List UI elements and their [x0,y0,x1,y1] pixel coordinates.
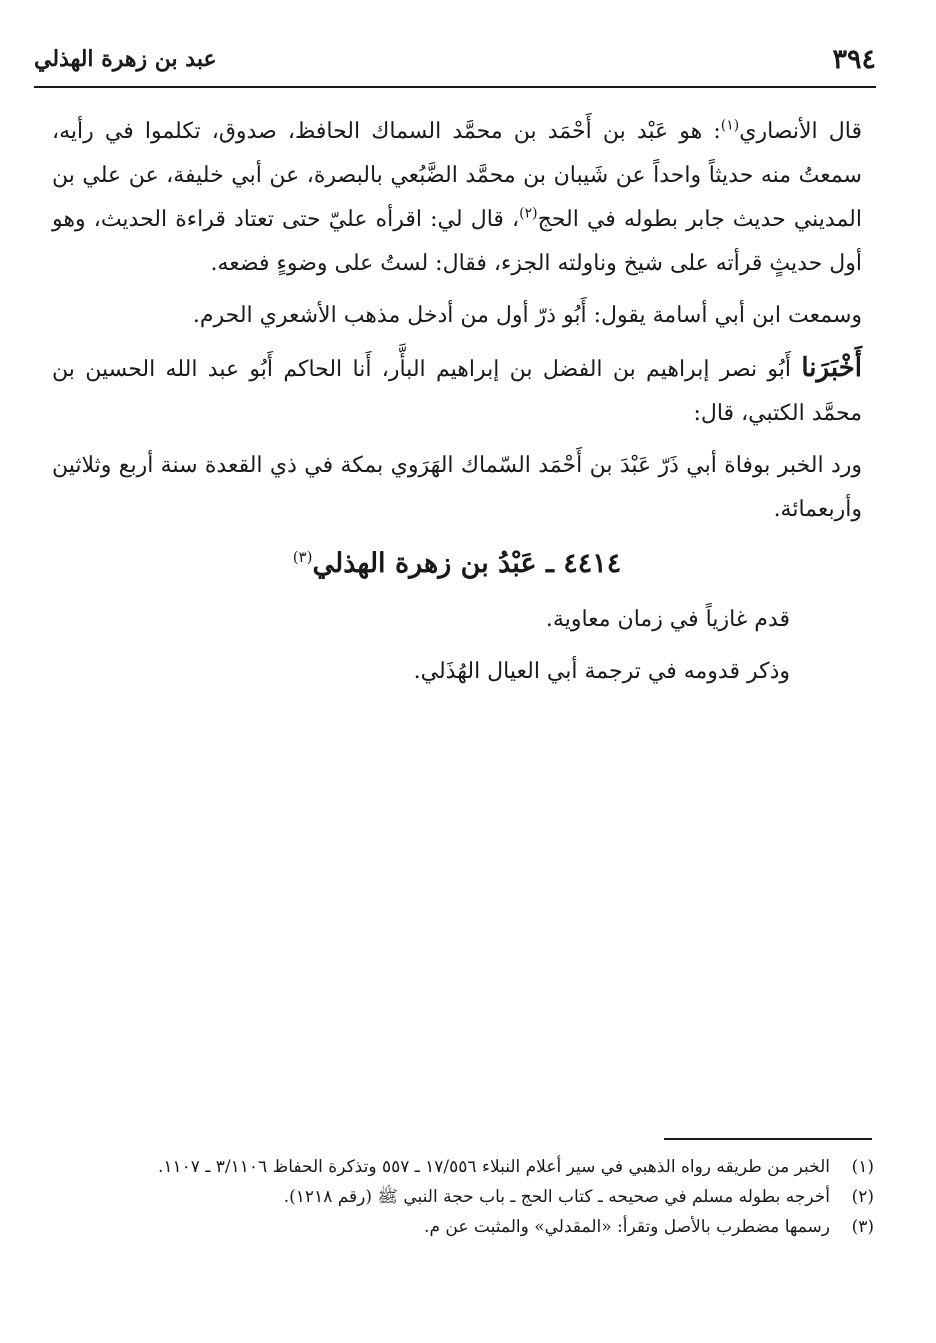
entry-line: قدم غازياً في زمان معاوية. [545,607,790,632]
paragraph-text: قال الأنصاري [739,119,862,144]
footnote-number: (١) [851,1157,874,1177]
footnote [130,1212,874,1242]
main-text [52,110,862,702]
footnote-text: الخبر من طريقه رواه الذهبي في سير أعلام النبلاء ١٧/٥٥٦ ـ ٥٥٧ وتذكرة الحفاظ ٣/١١٠٦ ـ ١١٠٧. [157,1157,830,1177]
paragraph-text: ، قال لي: اقرأه عليّ حتى تعتاد قراءة الحديث، وهو أول حديثٍ قرأته على شيخ وناولته الجزء، فقال: لستُ على وضوءٍ فضعه. [52,207,862,276]
entry-heading [52,540,862,588]
paragraph-text: : هو عَبْد بن أَحْمَد بن محمَّد السماك الحافظ، صدوق، تكلموا في رأيه، سمعتُ منه حديثاً واحداً عن شَيبان بن محمَّد الضَّبُعي بالبصرة، عن أبي خليفة، عن علي بن المديني حديث جابر بطوله في الحج [52,119,862,232]
footnote-ref: (٢) [519,205,538,222]
paragraph-death-report: ورد الخبر بوفاة أبي ذَرّ عَبْدَ بن أَحْمَد السّماك الهَرَوي بمكة في ذي القعدة سنة أربع وثلاثين وأربعمائة. [52,453,862,522]
entry-heading-text: ٤٤١٤ ـ عَبْدُ بن زهرة الهذلي [312,548,622,579]
header-rule [34,86,876,88]
page-number: ٣٩٤ [832,44,876,75]
paragraph-text: أَبُو نصر إبراهيم بن الفضل بن إبراهيم البأَّر، أَنا الحاكم أَبُو عبد الله الحسين بن محمَّد الكتبي، قال: [52,357,862,426]
footnote-text: رسمها مضطرب بالأصل وتقرأ: «المقدلي» والمثبت عن م. [424,1217,830,1237]
page-header [34,44,876,84]
paragraph-isnad [52,346,862,436]
footnotes [130,1152,874,1242]
footnote-rule [664,1138,872,1140]
footnote-number: (٣) [851,1217,874,1237]
running-title: عبد بن زهرة الهذلي [34,46,217,72]
footnote-number: (٢) [851,1187,874,1207]
akhbarana-lead: أَخْبَرَنا [801,353,862,383]
footnote [130,1152,874,1182]
footnote [130,1182,874,1212]
footnote-ref: (١) [720,117,740,134]
paragraph-ansari [52,110,862,286]
paragraph-ibn-abi-usama: وسمعت ابن أبي أسامة يقول: أَبُو ذرّ أول من أدخل مذهب الأشعري الحرم. [192,303,862,328]
entry-line: وذكر قدومه في ترجمة أبي العيال الهُذَلي. [413,659,790,684]
footnote-ref: (٣) [292,548,313,566]
footnote-text: أخرجه بطوله مسلم في صحيحه ـ كتاب الحج ـ باب حجة النبي ﷺ (رقم ١٢١٨). [283,1187,830,1207]
